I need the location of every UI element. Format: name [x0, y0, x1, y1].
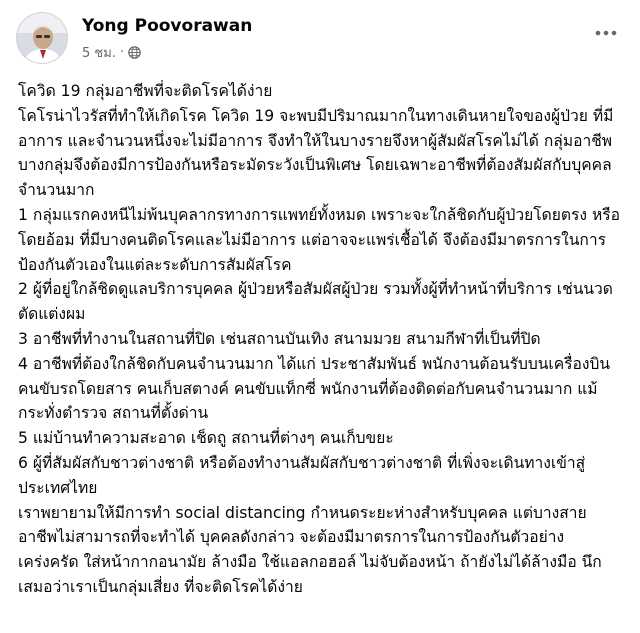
avatar-image — [17, 13, 68, 64]
author-name[interactable]: Yong Poovorawan — [82, 16, 253, 36]
more-horizontal-icon — [595, 30, 617, 36]
post-paragraph-item-5: 5 แม่บ้านทำความสะอาด เช็ดถู สถานที่ต่างๆ คนเก็บขยะ — [18, 429, 394, 448]
post-paragraph-item-2: 2 ผู้ที่อยู่ใกล้ชิดดูแลบริการบุคคล ผู้ป่วยหรือสัมผัสผู้ป่วย รวมทั้งผู้ที่ทำหน้าที่บริการ เช่นนวด ตัดแต่งผม — [18, 280, 613, 324]
meta-separator: · — [119, 45, 125, 60]
post-paragraph-item-4: 4 อาชีพที่ต้องใกล้ชิดกับคนจำนวนมาก ได้แก่ ประชาสัมพันธ์ พนักงานต้อนรับบนเครื่องบิน คนขับรถโดยสาร คนเก็บสตางค์ คนขับแท็กซี่ พนักงานที่ต้องติดต่อกับคนจำนวนมาก แม้กระทั่งตำรวจ สถานที่ตั้งด่าน — [18, 354, 611, 423]
post-paragraph-item-6: 6 ผู้ที่สัมผัสกับชาวต่างชาติ หรือต้องทำงานสัมผัสกับชาวต่างชาติ ที่เพิ่งจะเดินทางเข้าสู่ประเทศไทย — [18, 453, 586, 497]
globe-icon[interactable] — [128, 46, 141, 59]
post-paragraph-title: โควิด 19 กลุ่มอาชีพที่จะติดโรคได้ง่าย — [18, 82, 273, 100]
post-content — [18, 79, 622, 600]
more-options-button[interactable] — [588, 18, 624, 48]
post-paragraph-intro: โคโรน่าไวรัสที่ทำให้เกิดโรค โควิด 19 จะพบมีปริมาณมากในทางเดินหายใจของผู้ป่วย ที่มีอาการ และจำนวนหนึ่งจะไม่มีอาการ จึงทำให้ในบางรายจึงหาผู้สัมผัสโรคไม่ได้ กลุ่มอาชีพบางกลุ่มจึงต้องมีการป้องกันหรือระมัดระวังเป็นพิเศษ โดยเฉพาะอาชีพที่ต้องสัมผัสกับบุคคลจำนวนมาก — [18, 106, 614, 200]
post-paragraph-item-3: 3 อาชีพที่ทำงานในสถานที่ปิด เช่นสถานบันเทิง สนามมวย สนามกีฬาที่เป็นที่ปิด — [18, 329, 541, 348]
post-timestamp[interactable]: 5 ชม. — [82, 46, 116, 61]
post-meta — [82, 42, 141, 63]
post-paragraph-item-1: 1 กลุ่มแรกคงหนีไม่พ้นบุคลากรทางการแพทย์ทั้งหมด เพราะจะใกล้ชิดกับผู้ป่วยโดยตรง หรือโดยอ้อม ที่มีบางคนติดโรคและไม่มีอาการ แต่อาจจะแพร่เชื้อได้ จึงต้องมีมาตรการในการป้องกันตัวเองในแต่ละระดับการสัมผัสโรค — [18, 205, 620, 274]
post-header — [16, 12, 624, 64]
post-paragraph-conclusion: เราพยายามให้มีการทำ social distancing กำหนดระยะห่างสำหรับบุคคล แต่บางสายอาชีพไม่สามารถที่จะทำได้ บุคคลดังกล่าว จะต้องมีมาตรการในการป้องกันตัวอย่างเคร่งครัด ใส่หน้ากากอนามัย ล้างมือ ใช้แอลกอฮอล์ ไม่จับต้องหน้า ถ้ายังไม่ได้ล้างมือ นึกเสมอว่าเราเป็นกลุ่มเสี่ยง ที่จะติดโรคได้ง่าย — [18, 503, 602, 596]
avatar[interactable] — [16, 12, 68, 64]
